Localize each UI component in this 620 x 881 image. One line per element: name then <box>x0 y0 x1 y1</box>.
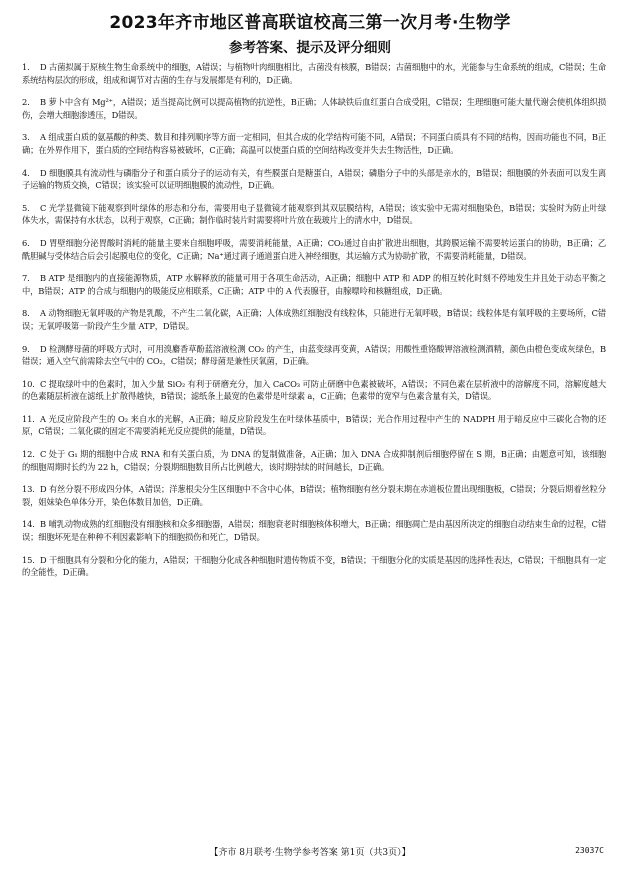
answer-number: 6. <box>22 237 30 248</box>
answer-text: D 干细胞具有分裂和分化的能力，A错误；干细胞分化成各种细胞时遗传物质不变，B错误；干细胞分化的实质是基因的选择性表达，C错误；干细胞具有一定的全能性，D正确。 <box>22 554 606 578</box>
answer-item-14 <box>22 518 606 543</box>
answer-number: 13. <box>22 484 35 495</box>
answer-text: D 检测酵母菌的呼吸方式时，可用溴麝香草酚蓝溶液检测 CO₂ 的产生，由蓝变绿再变黄，A错误；用酸性重铬酸钾溶液检测酒精，颜色由橙色变成灰绿色，B错误；通入空气前需除去空气中的 CO₂，C错误；酵母菌是兼性厌氧菌，D正确。 <box>22 343 606 367</box>
answer-text: A 动物细胞无氧呼吸的产物是乳酸，不产生二氧化碳，A正确；人体成熟红细胞没有线粒体，只能进行无氧呼吸，B错误；线粒体是有氧呼吸的主要场所，C错误；无氧呼吸第一阶段产生少量 ATP，D错误。 <box>22 308 606 331</box>
answer-number: 14. <box>22 519 35 530</box>
answer-number: 15. <box>22 554 35 565</box>
answer-item-2 <box>22 96 606 121</box>
answer-number: 1. <box>22 62 30 72</box>
answer-item-13 <box>22 483 606 508</box>
answer-number: 7. <box>22 273 30 284</box>
answer-number: 5. <box>22 202 30 213</box>
answer-number: 9. <box>22 343 30 354</box>
answer-item-3 <box>22 131 606 156</box>
answer-item-15 <box>22 554 606 579</box>
answer-text: D 胃壁细胞分泌胃酸时消耗的能量主要来自细胞呼吸，需要消耗能量，A正确；CO₂通过自由扩散进出细胞，其跨膜运输不需要转运蛋白的协助，B正确；乙酰胆碱与受体结合后会引起膜电位的变化，C正确；Na⁺通过离子通道蛋白进入神经细胞，其运输方式为协助扩散，不需要消耗能量，D错误。 <box>22 237 606 261</box>
answer-number: 11. <box>22 413 35 424</box>
answer-text: D 古菌拟属于原核生物生命系统中的细胞，A错误；与植物叶肉细胞相比，古菌没有核膜，B错误；古菌细胞中的水，光能参与生命系统的组成，C错误；生命系统结构层次的形成，组成和调节对古菌的生存与发展都是有利的，D正确。 <box>22 62 606 85</box>
answer-text: D 细胞膜具有流动性与磷脂分子和蛋白质分子的运动有关，有些膜蛋白是糖蛋白，A错误；磷脂分子中的头部是亲水的，B错误；细胞膜的外表面可以发生离子运输的物质交换，C错误；该实验可以证明细胞膜的流动性，D正确。 <box>22 167 606 191</box>
page-title: 2023年齐市地区普高联谊校高三第一次月考·生物学 <box>109 13 511 33</box>
answer-item-6 <box>22 237 606 262</box>
answer-text: C 处于 G₁ 期的细胞中合成 RNA 和有关蛋白质，为 DNA 的复制做准备，A正确；加入 DNA 合成抑制剂后细胞停留在 S 期，B正确；由题意可知，该细胞的细胞周期时长约为 22 h，C错误；分裂期细胞数目所占比例越大，该时期持续的时间越长，D正确。 <box>22 449 606 472</box>
answer-number: 10. <box>22 378 35 389</box>
page-subtitle: 参考答案、提示及评分细则 <box>229 40 391 56</box>
answer-text: A 光反应阶段产生的 O₂ 来自水的光解，A正确；暗反应阶段发生在叶绿体基质中，B错误；光合作用过程中产生的 NADPH 用于暗反应中三碳化合物的还原，C错误；二氧化碳的固定不需要消耗光反应提供的能量，D错误。 <box>22 413 606 437</box>
answer-item-11 <box>22 413 606 438</box>
answer-item-12 <box>22 448 606 473</box>
answer-item-8 <box>22 307 606 332</box>
answer-item-10 <box>22 378 606 403</box>
document-code: 23037C <box>575 846 604 855</box>
answer-number: 8. <box>22 308 30 319</box>
answer-text: B 萝卜中含有 Mg²⁺，A错误；适当提高比例可以提高植物的抗逆性，B正确；人体缺铁后血红蛋白合成受阻，C错误；生理细胞可能大量代谢会使机体组织损伤，会增大细胞渗透压，D错误。 <box>22 97 606 120</box>
answer-list <box>22 61 606 833</box>
answer-item-5 <box>22 202 606 227</box>
answer-number: 3. <box>22 132 30 143</box>
answer-text: C 光学显微镜下能观察到叶绿体的形态和分布，需要用电子显微镜才能观察到其双层膜结构，A错误；该实验中无需对细胞染色，B错误；实验时为防止叶绿体失水，需保持有水状态，以利于观察，C正确；制作临时装片时需要将叶片放在载玻片上的清水中，D错误。 <box>22 202 606 226</box>
answer-item-1 <box>22 61 606 86</box>
answer-number: 2. <box>22 97 30 108</box>
answer-item-9 <box>22 343 606 368</box>
answer-text: D 有丝分裂不形成四分体，A错误；洋葱根尖分生区细胞中不含中心体，B错误；植物细胞有丝分裂末期在赤道板位置出现细胞板，C错误；分裂后期着丝粒分裂，姐妹染色单体分开，染色体数目加倍，D正确。 <box>22 484 606 507</box>
answer-item-7 <box>22 272 606 297</box>
answer-item-4 <box>22 167 606 192</box>
answer-text: B 哺乳动物成熟的红细胞没有细胞核和众多细胞器，A错误；细胞衰老时细胞核体积增大，B正确；细胞凋亡是由基因所决定的细胞自动结束生命的过程，C错误；细胞坏死是在种种不利因素影响下的细胞损伤和死亡，D错误。 <box>22 519 606 543</box>
answer-number: 12. <box>22 449 35 460</box>
page-footer: 【齐市 8月联考·生物学参考答案 第1页（共3页）】 <box>209 848 411 858</box>
answer-text: B ATP 是细胞内的直接能源物质，ATP 水解释放的能量可用于各项生命活动，A正确；细胞中 ATP 和 ADP 的相互转化时刻不停地发生并且处于动态平衡之中，B错误；ATP 的合成与细胞内的吸能反应相联系，C正确；ATP 中的 A 代表腺苷，由腺嘌呤和核糖组成，D正确。 <box>22 273 606 296</box>
answer-text: A 组成蛋白质的氨基酸的种类、数目和排列顺序等方面一定相同，但其合成的化学结构可能不同，A错误；不同蛋白质具有不同的结构，因而功能也不同，B正确；在外界作用下，蛋白质的空间结构容易被破坏，C正确；高温可以使蛋白质的空间结构改变并失去生物活性，D正确。 <box>22 132 606 155</box>
answer-text: C 提取绿叶中的色素时，加入少量 SiO₂ 有利于研磨充分，加入 CaCO₃ 可防止研磨中色素被破坏，A错误；不同色素在层析液中的溶解度不同，溶解度越大的色素随层析液在滤纸上扩散得越快，B错误；滤纸条上最宽的色素带是叶绿素 a，C正确；色素带的宽窄与色素含量有关，D错误。 <box>22 378 606 402</box>
answer-number: 4. <box>22 167 30 178</box>
